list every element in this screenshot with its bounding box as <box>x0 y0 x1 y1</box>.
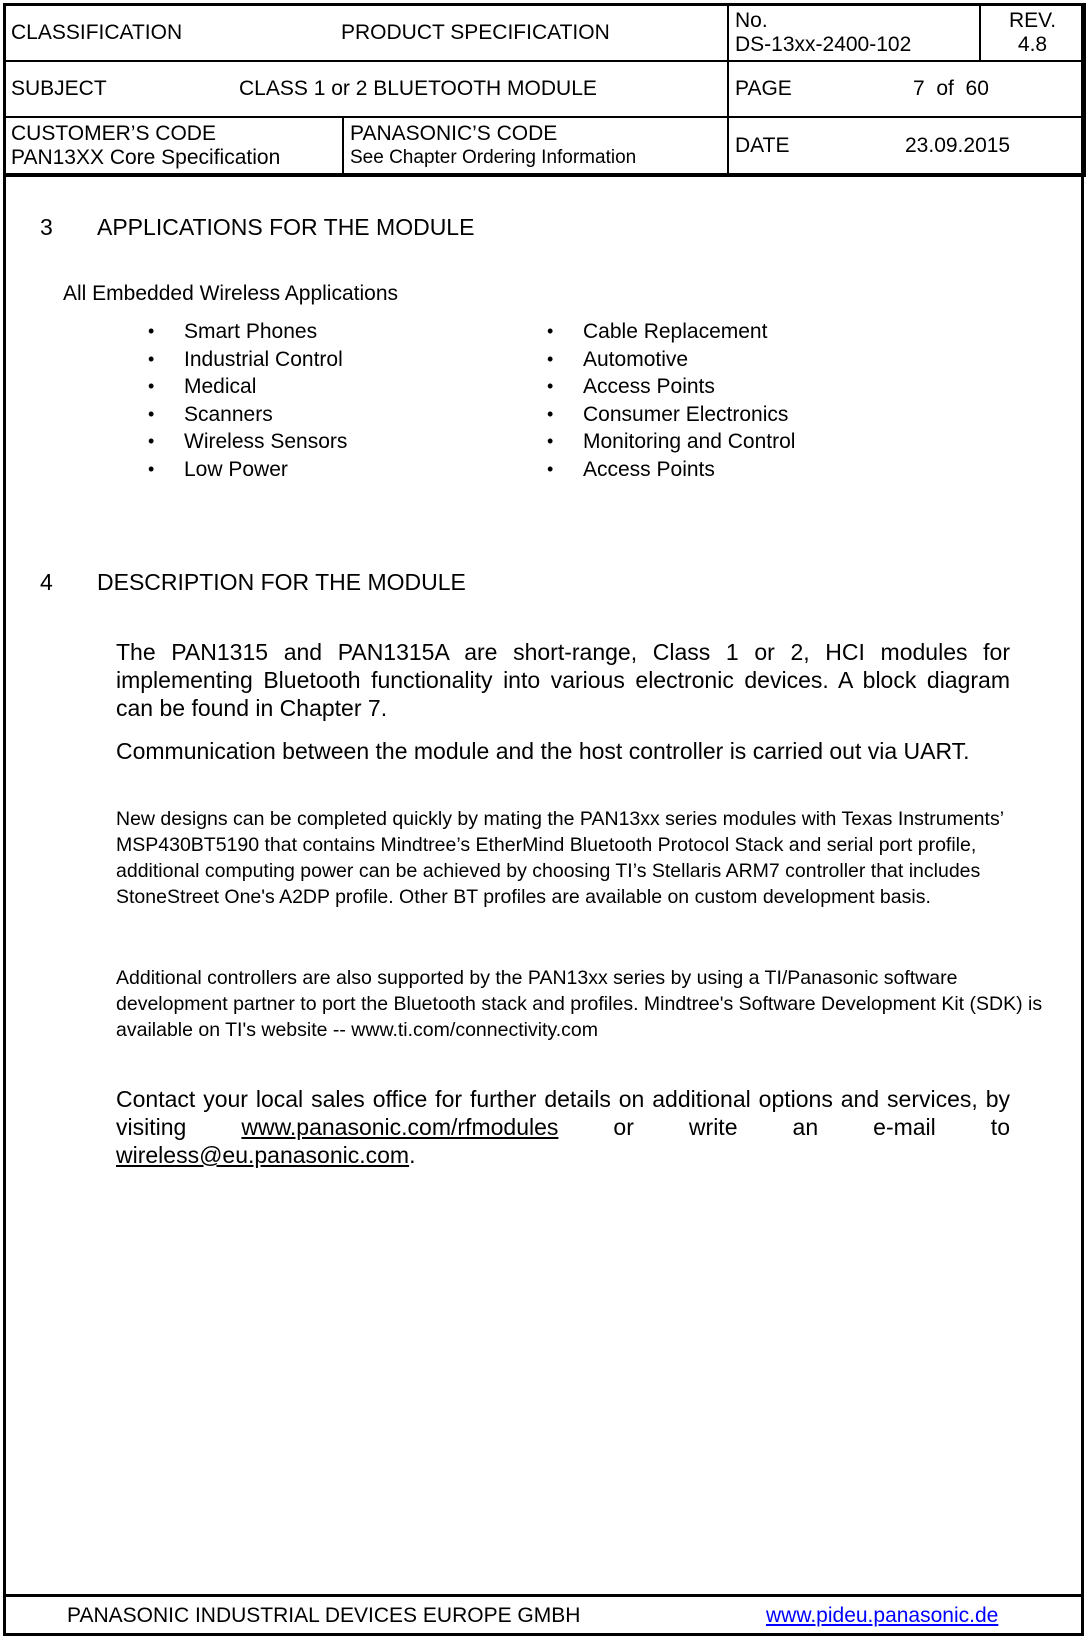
date-label: DATE <box>735 133 790 157</box>
applications-list-left <box>148 318 347 483</box>
list-item: • Monitoring and Control <box>547 428 795 456</box>
contact-paragraph <box>116 1085 1010 1169</box>
page-value: 7 of 60 <box>913 77 989 100</box>
footer-website-link[interactable]: www.pideu.panasonic.de <box>766 1604 999 1627</box>
document-header <box>3 3 1086 177</box>
subject-label: SUBJECT <box>11 77 107 100</box>
list-item: • Automotive <box>547 346 795 374</box>
description-paragraph-1: The PAN1315 and PAN1315A are short-range, Class 1 or 2, HCI modules for implementing Bluetooth functionality into various electronic devices. A block diagram can be found in Chapter 7. <box>116 639 1010 721</box>
classification-value: PRODUCT SPECIFICATION <box>341 20 610 44</box>
list-item: • Scanners <box>148 401 347 429</box>
classification-cell <box>4 4 728 61</box>
list-item: • Access Points <box>547 456 795 484</box>
date-value: 23.09.2015 <box>905 133 1011 157</box>
list-item: • Access Points <box>547 373 795 401</box>
contact-text-end: . <box>409 1142 416 1168</box>
description-paragraph-3: New designs can be completed quickly by mating the PAN13xx series modules with Texas Instruments’ MSP430BT5190 that contains Mindtree’s EtherMind Bluetooth Protocol Stack and serial port profile, additional computing power can be achieved by choosing TI’s Stellaris ARM7 controller that includes StoneStreet One's A2DP profile. Other BT profiles are available on custom development basis. <box>116 808 1004 908</box>
email-link[interactable]: wireless@eu.panasonic.com <box>116 1142 410 1168</box>
rfmodules-link[interactable]: www.panasonic.com/rfmodules <box>241 1114 559 1140</box>
revision-label: REV. <box>1008 8 1057 32</box>
list-item: • Industrial Control <box>148 346 347 374</box>
customer-code-value: PAN13XX Core Specification <box>11 145 281 169</box>
list-item: • Cable Replacement <box>547 318 795 346</box>
panasonic-code-label: PANASONIC’S CODE <box>350 121 558 145</box>
doc-number-cell <box>728 4 980 61</box>
section-3-number: 3 <box>40 214 53 240</box>
classification-label: CLASSIFICATION <box>11 20 183 44</box>
customer-code-cell <box>4 117 343 175</box>
doc-number-value: DS-13xx-2400-102 <box>735 32 912 56</box>
section-4-title: DESCRIPTION FOR THE MODULE <box>97 569 466 595</box>
description-paragraph-4: Additional controllers are also supported by the PAN13xx series by using a TI/Panasonic software development partner to port the Bluetooth stack and profiles. Mindtree's Software Development Kit (SDK) is available on TI's website -- www.ti.com/connectivity.com <box>116 967 1043 1041</box>
section-4-heading <box>40 569 466 596</box>
contact-text-2: or write an e-mail to <box>558 1114 1010 1140</box>
list-item: • Medical <box>148 373 347 401</box>
footer-company: PANASONIC INDUSTRIAL DEVICES EUROPE GMBH <box>67 1604 581 1627</box>
section-3-heading <box>40 214 474 241</box>
revision-cell <box>980 4 1085 61</box>
applications-list-right <box>547 318 795 483</box>
revision-value: 4.8 <box>1017 32 1048 56</box>
list-item: • Consumer Electronics <box>547 401 795 429</box>
date-cell <box>728 117 1085 175</box>
subject-value: CLASS 1 or 2 BLUETOOTH MODULE <box>239 77 597 100</box>
applications-subtitle: All Embedded Wireless Applications <box>63 282 398 305</box>
panasonic-code-value: See Chapter Ordering Information <box>350 146 637 168</box>
page-label: PAGE <box>735 77 792 100</box>
list-item: • Smart Phones <box>148 318 347 346</box>
page-cell <box>728 61 1085 117</box>
doc-number-label: No. <box>735 8 768 32</box>
section-4-number: 4 <box>40 569 53 595</box>
contact-text-1: Contact your local sales office for further details on additional options and services, by visiting <box>116 1086 1010 1140</box>
section-3-title: APPLICATIONS FOR THE MODULE <box>97 214 475 240</box>
footer-divider <box>3 1594 1084 1597</box>
customer-code-label: CUSTOMER’S CODE <box>11 121 216 145</box>
panasonic-code-cell <box>343 117 728 175</box>
description-paragraph-2: Communication between the module and the host controller is carried out via UART. <box>116 738 970 764</box>
list-item: • Wireless Sensors <box>148 428 347 456</box>
list-item: • Low Power <box>148 456 347 484</box>
subject-cell <box>4 61 728 117</box>
